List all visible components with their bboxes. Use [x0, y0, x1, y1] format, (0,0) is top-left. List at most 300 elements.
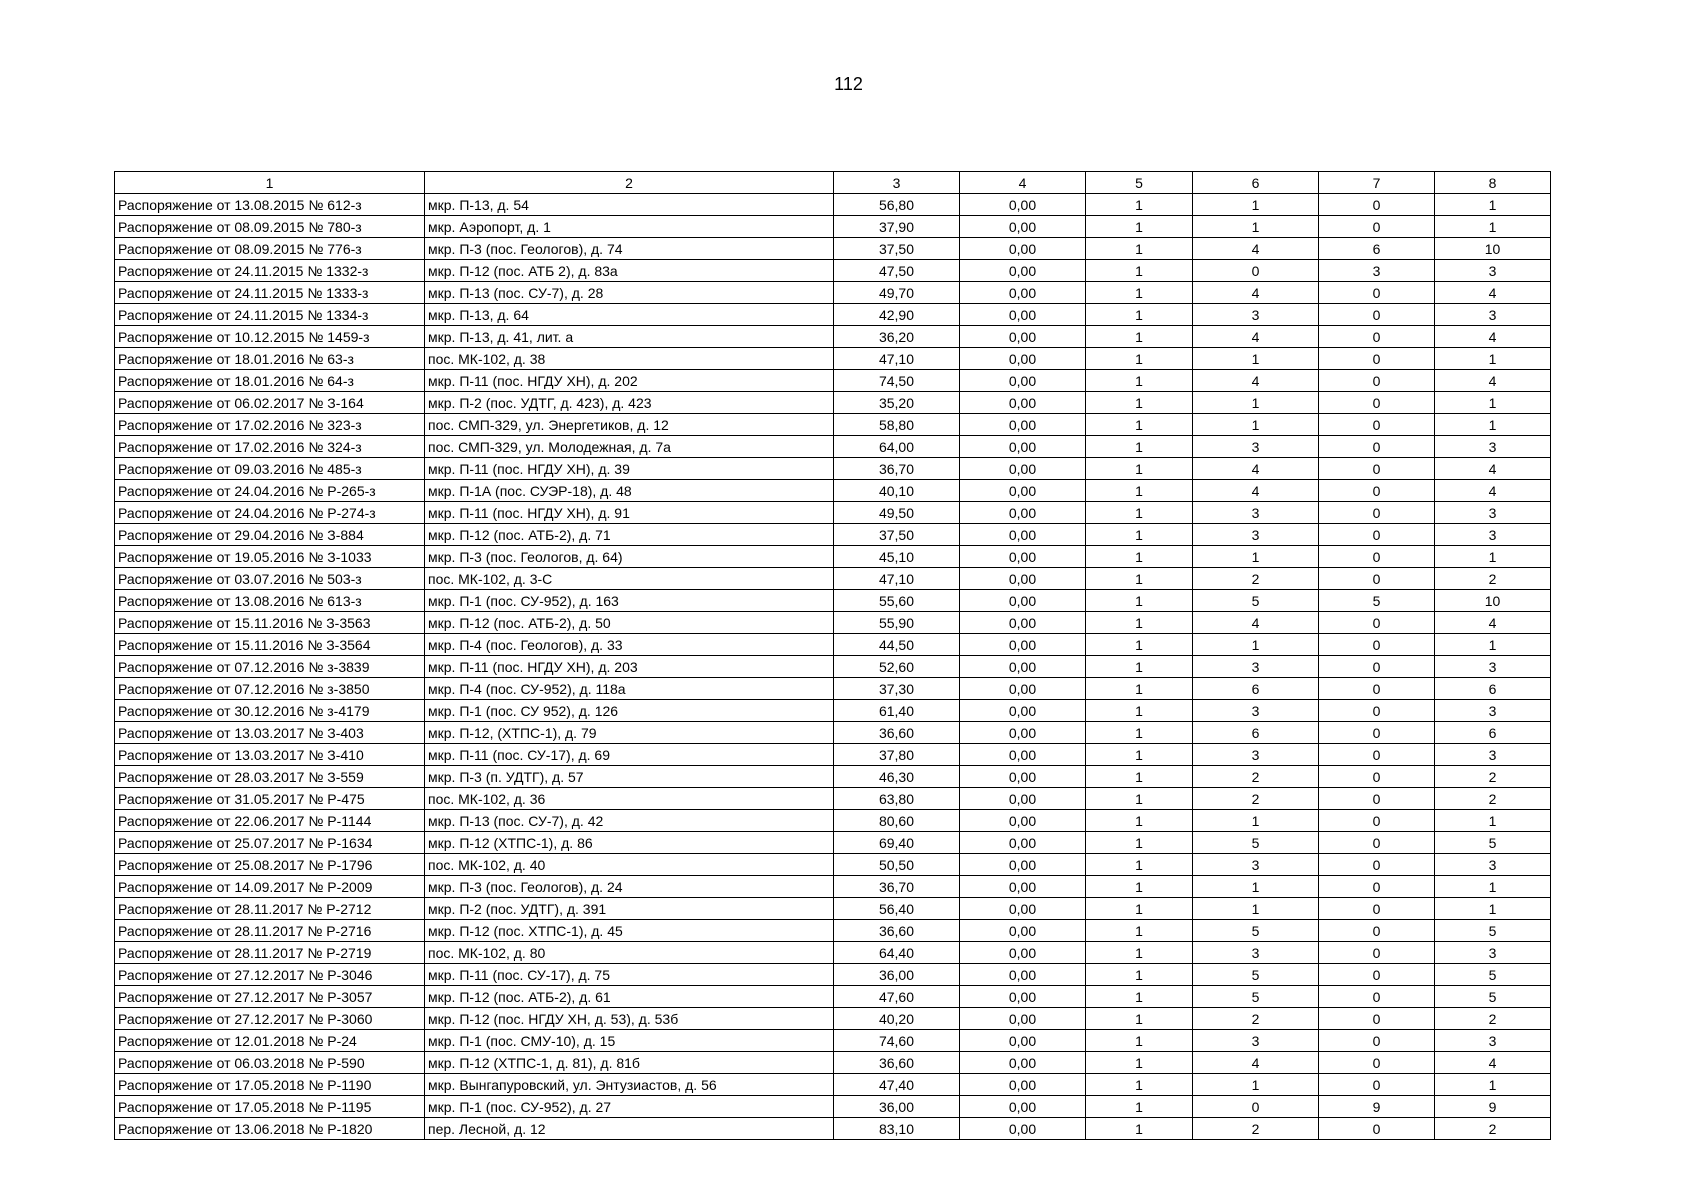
address-cell: мкр. П-13, д. 41, лит. а: [425, 326, 834, 348]
address-cell: мкр. П-11 (пос. СУ-17), д. 75: [425, 964, 834, 986]
count-cell: 0: [1319, 502, 1435, 524]
count-cell: 0: [1319, 678, 1435, 700]
count-cell: 1: [1086, 392, 1193, 414]
address-cell: мкр. П-12 (ХТПС-1), д. 86: [425, 832, 834, 854]
order-cell: Распоряжение от 28.11.2017 № Р-2719: [115, 942, 425, 964]
count-cell: 4: [1193, 326, 1319, 348]
area-cell: 64,40: [834, 942, 960, 964]
order-cell: Распоряжение от 06.03.2018 № Р-590: [115, 1052, 425, 1074]
value-cell: 0,00: [960, 942, 1086, 964]
count-cell: 1: [1193, 392, 1319, 414]
address-cell: мкр. П-4 (пос. Геологов), д. 33: [425, 634, 834, 656]
count-cell: 0: [1319, 876, 1435, 898]
value-cell: 0,00: [960, 722, 1086, 744]
count-cell: 1: [1086, 964, 1193, 986]
value-cell: 0,00: [960, 216, 1086, 238]
page-number: 112: [834, 74, 863, 94]
count-cell: 9: [1319, 1096, 1435, 1118]
total-cell: 2: [1435, 766, 1551, 788]
count-cell: 1: [1086, 546, 1193, 568]
table-row: [115, 370, 1551, 392]
total-cell: 4: [1435, 282, 1551, 304]
count-cell: 1: [1086, 634, 1193, 656]
count-cell: 0: [1319, 546, 1435, 568]
value-cell: 0,00: [960, 810, 1086, 832]
value-cell: 0,00: [960, 414, 1086, 436]
total-cell: 4: [1435, 458, 1551, 480]
area-cell: 36,20: [834, 326, 960, 348]
table-row: [115, 876, 1551, 898]
order-cell: Распоряжение от 13.03.2017 № З-410: [115, 744, 425, 766]
count-cell: 5: [1193, 964, 1319, 986]
value-cell: 0,00: [960, 326, 1086, 348]
table-row: [115, 1008, 1551, 1030]
order-cell: Распоряжение от 13.08.2016 № 613-з: [115, 590, 425, 612]
count-cell: 0: [1319, 722, 1435, 744]
count-cell: 0: [1319, 524, 1435, 546]
order-cell: Распоряжение от 27.12.2017 № Р-3060: [115, 1008, 425, 1030]
address-cell: мкр. П-12 (пос. ХТПС-1), д. 45: [425, 920, 834, 942]
order-cell: Распоряжение от 30.12.2016 № з-4179: [115, 700, 425, 722]
address-cell: пос. МК-102, д. 36: [425, 788, 834, 810]
count-cell: 1: [1086, 766, 1193, 788]
table-row: [115, 502, 1551, 524]
value-cell: 0,00: [960, 1030, 1086, 1052]
header-cell: 2: [425, 172, 834, 194]
value-cell: 0,00: [960, 194, 1086, 216]
order-cell: Распоряжение от 24.11.2015 № 1334-з: [115, 304, 425, 326]
count-cell: 3: [1193, 1030, 1319, 1052]
count-cell: 1: [1086, 810, 1193, 832]
count-cell: 6: [1193, 722, 1319, 744]
address-cell: пос. МК-102, д. 38: [425, 348, 834, 370]
header-cell: 1: [115, 172, 425, 194]
count-cell: 1: [1086, 876, 1193, 898]
count-cell: 1: [1086, 1052, 1193, 1074]
value-cell: 0,00: [960, 612, 1086, 634]
area-cell: 47,40: [834, 1074, 960, 1096]
address-cell: мкр. П-13 (пос. СУ-7), д. 28: [425, 282, 834, 304]
count-cell: 2: [1193, 766, 1319, 788]
table-row: [115, 700, 1551, 722]
table-row: [115, 480, 1551, 502]
count-cell: 4: [1193, 612, 1319, 634]
value-cell: 0,00: [960, 854, 1086, 876]
area-cell: 58,80: [834, 414, 960, 436]
area-cell: 37,80: [834, 744, 960, 766]
count-cell: 0: [1319, 568, 1435, 590]
count-cell: 0: [1319, 348, 1435, 370]
table-row: [115, 612, 1551, 634]
order-cell: Распоряжение от 24.11.2015 № 1333-з: [115, 282, 425, 304]
order-cell: Распоряжение от 14.09.2017 № Р-2009: [115, 876, 425, 898]
area-cell: 44,50: [834, 634, 960, 656]
area-cell: 36,70: [834, 876, 960, 898]
count-cell: 1: [1086, 414, 1193, 436]
total-cell: 5: [1435, 986, 1551, 1008]
value-cell: 0,00: [960, 1008, 1086, 1030]
total-cell: 3: [1435, 700, 1551, 722]
count-cell: 2: [1193, 1118, 1319, 1140]
total-cell: 10: [1435, 590, 1551, 612]
total-cell: 2: [1435, 568, 1551, 590]
total-cell: 4: [1435, 480, 1551, 502]
count-cell: 1: [1086, 700, 1193, 722]
area-cell: 50,50: [834, 854, 960, 876]
table-row: [115, 326, 1551, 348]
value-cell: 0,00: [960, 1096, 1086, 1118]
table-row: [115, 260, 1551, 282]
value-cell: 0,00: [960, 590, 1086, 612]
order-cell: Распоряжение от 07.12.2016 № з-3839: [115, 656, 425, 678]
table-row: [115, 304, 1551, 326]
table-row: [115, 348, 1551, 370]
table-row: [115, 898, 1551, 920]
count-cell: 1: [1086, 370, 1193, 392]
value-cell: 0,00: [960, 568, 1086, 590]
count-cell: 0: [1319, 414, 1435, 436]
count-cell: 0: [1193, 1096, 1319, 1118]
header-cell: 8: [1435, 172, 1551, 194]
address-cell: мкр. П-13, д. 64: [425, 304, 834, 326]
address-cell: мкр. П-13, д. 54: [425, 194, 834, 216]
order-cell: Распоряжение от 24.04.2016 № Р-265-з: [115, 480, 425, 502]
count-cell: 3: [1193, 744, 1319, 766]
total-cell: 1: [1435, 546, 1551, 568]
count-cell: 1: [1086, 502, 1193, 524]
area-cell: 47,10: [834, 348, 960, 370]
total-cell: 1: [1435, 216, 1551, 238]
value-cell: 0,00: [960, 920, 1086, 942]
order-cell: Распоряжение от 17.05.2018 № Р-1190: [115, 1074, 425, 1096]
value-cell: 0,00: [960, 238, 1086, 260]
count-cell: 3: [1193, 502, 1319, 524]
total-cell: 6: [1435, 722, 1551, 744]
address-cell: мкр. П-1 (пос. СУ-952), д. 27: [425, 1096, 834, 1118]
total-cell: 4: [1435, 326, 1551, 348]
address-cell: мкр. П-2 (пос. УДТГ, д. 423), д. 423: [425, 392, 834, 414]
address-cell: мкр. П-13 (пос. СУ-7), д. 42: [425, 810, 834, 832]
total-cell: 3: [1435, 656, 1551, 678]
address-cell: мкр. П-12 (пос. НГДУ ХН, д. 53), д. 53б: [425, 1008, 834, 1030]
value-cell: 0,00: [960, 766, 1086, 788]
total-cell: 1: [1435, 414, 1551, 436]
address-cell: пос. СМП-329, ул. Энергетиков, д. 12: [425, 414, 834, 436]
total-cell: 3: [1435, 744, 1551, 766]
header-cell: 7: [1319, 172, 1435, 194]
count-cell: 0: [1319, 898, 1435, 920]
order-cell: Распоряжение от 13.06.2018 № Р-1820: [115, 1118, 425, 1140]
count-cell: 1: [1086, 216, 1193, 238]
count-cell: 5: [1193, 986, 1319, 1008]
order-cell: Распоряжение от 03.07.2016 № 503-з: [115, 568, 425, 590]
table-row: [115, 986, 1551, 1008]
address-cell: мкр. П-3 (пос. Геологов, д. 64): [425, 546, 834, 568]
address-cell: пос. СМП-329, ул. Молодежная, д. 7а: [425, 436, 834, 458]
total-cell: 2: [1435, 788, 1551, 810]
count-cell: 0: [1319, 1052, 1435, 1074]
total-cell: 4: [1435, 612, 1551, 634]
area-cell: 47,50: [834, 260, 960, 282]
count-cell: 1: [1086, 568, 1193, 590]
area-cell: 45,10: [834, 546, 960, 568]
value-cell: 0,00: [960, 348, 1086, 370]
order-cell: Распоряжение от 15.11.2016 № З-3564: [115, 634, 425, 656]
value-cell: 0,00: [960, 1074, 1086, 1096]
value-cell: 0,00: [960, 458, 1086, 480]
count-cell: 1: [1193, 1074, 1319, 1096]
count-cell: 1: [1086, 590, 1193, 612]
area-cell: 37,50: [834, 524, 960, 546]
count-cell: 3: [1193, 436, 1319, 458]
count-cell: 4: [1193, 238, 1319, 260]
table-row: [115, 744, 1551, 766]
area-cell: 42,90: [834, 304, 960, 326]
count-cell: 0: [1319, 326, 1435, 348]
count-cell: 1: [1086, 436, 1193, 458]
order-cell: Распоряжение от 08.09.2015 № 776-з: [115, 238, 425, 260]
address-cell: мкр. П-12, (ХТПС-1), д. 79: [425, 722, 834, 744]
area-cell: 55,90: [834, 612, 960, 634]
area-cell: 37,90: [834, 216, 960, 238]
header-cell: 5: [1086, 172, 1193, 194]
address-cell: мкр. П-4 (пос. СУ-952), д. 118а: [425, 678, 834, 700]
value-cell: 0,00: [960, 260, 1086, 282]
count-cell: 1: [1086, 942, 1193, 964]
value-cell: 0,00: [960, 546, 1086, 568]
order-cell: Распоряжение от 17.02.2016 № 324-з: [115, 436, 425, 458]
count-cell: 1: [1193, 810, 1319, 832]
count-cell: 4: [1193, 370, 1319, 392]
count-cell: 1: [1086, 986, 1193, 1008]
table-row: [115, 854, 1551, 876]
order-cell: Распоряжение от 25.08.2017 № Р-1796: [115, 854, 425, 876]
count-cell: 0: [1319, 304, 1435, 326]
count-cell: 0: [1319, 854, 1435, 876]
count-cell: 1: [1086, 1008, 1193, 1030]
address-cell: мкр. П-11 (пос. СУ-17), д. 69: [425, 744, 834, 766]
count-cell: 1: [1086, 832, 1193, 854]
area-cell: 63,80: [834, 788, 960, 810]
area-cell: 80,60: [834, 810, 960, 832]
count-cell: 0: [1319, 766, 1435, 788]
value-cell: 0,00: [960, 876, 1086, 898]
value-cell: 0,00: [960, 370, 1086, 392]
address-cell: мкр. П-1 (пос. СМУ-10), д. 15: [425, 1030, 834, 1052]
total-cell: 1: [1435, 392, 1551, 414]
count-cell: 6: [1193, 678, 1319, 700]
table-row: [115, 546, 1551, 568]
value-cell: 0,00: [960, 502, 1086, 524]
total-cell: 1: [1435, 1074, 1551, 1096]
address-cell: мкр. П-11 (пос. НГДУ ХН), д. 202: [425, 370, 834, 392]
address-cell: пос. МК-102, д. 80: [425, 942, 834, 964]
count-cell: 1: [1086, 1096, 1193, 1118]
value-cell: 0,00: [960, 304, 1086, 326]
count-cell: 1: [1086, 326, 1193, 348]
count-cell: 0: [1193, 260, 1319, 282]
total-cell: 3: [1435, 436, 1551, 458]
count-cell: 0: [1319, 942, 1435, 964]
count-cell: 0: [1319, 612, 1435, 634]
value-cell: 0,00: [960, 1052, 1086, 1074]
total-cell: 3: [1435, 524, 1551, 546]
count-cell: 1: [1086, 854, 1193, 876]
table-row: [115, 1030, 1551, 1052]
total-cell: 1: [1435, 898, 1551, 920]
total-cell: 1: [1435, 876, 1551, 898]
area-cell: 36,00: [834, 964, 960, 986]
register-table: [114, 171, 1551, 1140]
count-cell: 1: [1193, 348, 1319, 370]
table-row: [115, 964, 1551, 986]
count-cell: 5: [1193, 832, 1319, 854]
address-cell: мкр. Вынгапуровский, ул. Энтузиастов, д. 56: [425, 1074, 834, 1096]
table-row: [115, 282, 1551, 304]
count-cell: 0: [1319, 436, 1435, 458]
total-cell: 3: [1435, 1030, 1551, 1052]
area-cell: 47,60: [834, 986, 960, 1008]
order-cell: Распоряжение от 06.02.2017 № З-164: [115, 392, 425, 414]
area-cell: 37,50: [834, 238, 960, 260]
area-cell: 36,60: [834, 1052, 960, 1074]
area-cell: 40,10: [834, 480, 960, 502]
area-cell: 46,30: [834, 766, 960, 788]
count-cell: 0: [1319, 1118, 1435, 1140]
order-cell: Распоряжение от 25.07.2017 № Р-1634: [115, 832, 425, 854]
table-row: [115, 436, 1551, 458]
value-cell: 0,00: [960, 656, 1086, 678]
count-cell: 1: [1086, 238, 1193, 260]
count-cell: 4: [1193, 1052, 1319, 1074]
table-row: [115, 920, 1551, 942]
count-cell: 1: [1193, 546, 1319, 568]
address-cell: пос. МК-102, д. 3-С: [425, 568, 834, 590]
count-cell: 2: [1193, 1008, 1319, 1030]
area-cell: 49,50: [834, 502, 960, 524]
header-cell: 3: [834, 172, 960, 194]
header-row: [115, 172, 1551, 194]
count-cell: 0: [1319, 832, 1435, 854]
value-cell: 0,00: [960, 678, 1086, 700]
area-cell: 56,40: [834, 898, 960, 920]
value-cell: 0,00: [960, 282, 1086, 304]
count-cell: 0: [1319, 964, 1435, 986]
count-cell: 5: [1193, 920, 1319, 942]
total-cell: 3: [1435, 502, 1551, 524]
address-cell: мкр. П-12 (пос. АТБ-2), д. 50: [425, 612, 834, 634]
area-cell: 69,40: [834, 832, 960, 854]
area-cell: 64,00: [834, 436, 960, 458]
area-cell: 40,20: [834, 1008, 960, 1030]
value-cell: 0,00: [960, 634, 1086, 656]
table-row: [115, 942, 1551, 964]
value-cell: 0,00: [960, 788, 1086, 810]
table-row: [115, 392, 1551, 414]
count-cell: 1: [1086, 304, 1193, 326]
total-cell: 1: [1435, 348, 1551, 370]
area-cell: 61,40: [834, 700, 960, 722]
header-cell: 6: [1193, 172, 1319, 194]
count-cell: 0: [1319, 920, 1435, 942]
order-cell: Распоряжение от 10.12.2015 № 1459-з: [115, 326, 425, 348]
area-cell: 74,60: [834, 1030, 960, 1052]
count-cell: 1: [1086, 260, 1193, 282]
address-cell: пер. Лесной, д. 12: [425, 1118, 834, 1140]
order-cell: Распоряжение от 27.12.2017 № Р-3057: [115, 986, 425, 1008]
total-cell: 6: [1435, 678, 1551, 700]
table-row: [115, 568, 1551, 590]
count-cell: 5: [1319, 590, 1435, 612]
order-cell: Распоряжение от 27.12.2017 № Р-3046: [115, 964, 425, 986]
area-cell: 36,60: [834, 722, 960, 744]
order-cell: Распоряжение от 28.11.2017 № Р-2712: [115, 898, 425, 920]
count-cell: 1: [1086, 722, 1193, 744]
order-cell: Распоряжение от 18.01.2016 № 63-з: [115, 348, 425, 370]
area-cell: 36,60: [834, 920, 960, 942]
area-cell: 37,30: [834, 678, 960, 700]
count-cell: 1: [1086, 678, 1193, 700]
count-cell: 1: [1193, 876, 1319, 898]
count-cell: 1: [1086, 1118, 1193, 1140]
order-cell: Распоряжение от 13.03.2017 № З-403: [115, 722, 425, 744]
register-body: [115, 172, 1551, 1140]
value-cell: 0,00: [960, 524, 1086, 546]
total-cell: 2: [1435, 1118, 1551, 1140]
count-cell: 3: [1193, 854, 1319, 876]
value-cell: 0,00: [960, 700, 1086, 722]
count-cell: 4: [1193, 282, 1319, 304]
count-cell: 4: [1193, 458, 1319, 480]
count-cell: 4: [1193, 480, 1319, 502]
total-cell: 1: [1435, 634, 1551, 656]
value-cell: 0,00: [960, 480, 1086, 502]
total-cell: 3: [1435, 304, 1551, 326]
area-cell: 36,70: [834, 458, 960, 480]
address-cell: мкр. П-2 (пос. УДТГ), д. 391: [425, 898, 834, 920]
count-cell: 1: [1086, 1030, 1193, 1052]
count-cell: 0: [1319, 480, 1435, 502]
count-cell: 1: [1086, 480, 1193, 502]
order-cell: Распоряжение от 08.09.2015 № 780-з: [115, 216, 425, 238]
count-cell: 0: [1319, 700, 1435, 722]
table-row: [115, 216, 1551, 238]
total-cell: 5: [1435, 832, 1551, 854]
count-cell: 3: [1193, 700, 1319, 722]
count-cell: 2: [1193, 788, 1319, 810]
order-cell: Распоряжение от 15.11.2016 № З-3563: [115, 612, 425, 634]
table-row: [115, 1074, 1551, 1096]
order-cell: Распоряжение от 24.04.2016 № Р-274-з: [115, 502, 425, 524]
total-cell: 10: [1435, 238, 1551, 260]
count-cell: 1: [1086, 920, 1193, 942]
order-cell: Распоряжение от 24.11.2015 № 1332-з: [115, 260, 425, 282]
table-row: [115, 656, 1551, 678]
count-cell: 0: [1319, 216, 1435, 238]
count-cell: 3: [1193, 524, 1319, 546]
total-cell: 3: [1435, 260, 1551, 282]
address-cell: мкр. П-12 (пос. АТБ-2), д. 71: [425, 524, 834, 546]
table-row: [115, 678, 1551, 700]
table-row: [115, 722, 1551, 744]
table-row: [115, 524, 1551, 546]
address-cell: мкр. П-3 (пос. Геологов), д. 74: [425, 238, 834, 260]
count-cell: 0: [1319, 986, 1435, 1008]
area-cell: 52,60: [834, 656, 960, 678]
count-cell: 6: [1319, 238, 1435, 260]
total-cell: 4: [1435, 1052, 1551, 1074]
count-cell: 0: [1319, 1008, 1435, 1030]
